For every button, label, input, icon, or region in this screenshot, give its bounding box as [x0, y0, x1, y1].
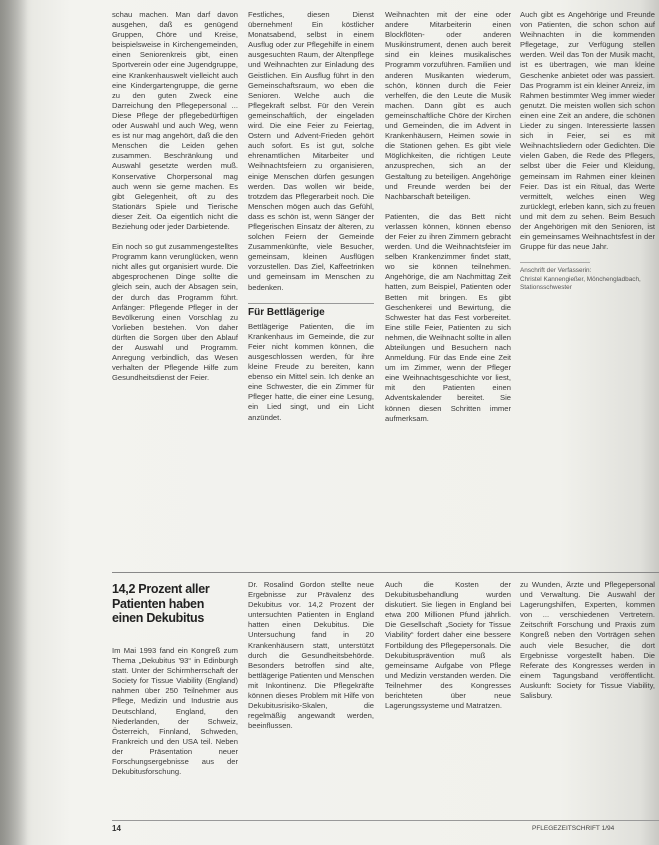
article-column-3	[385, 10, 511, 558]
footer-rule	[112, 820, 659, 821]
magazine-folio: PFLEGEZEITSCHRIFT 1/94	[532, 825, 615, 832]
paragraph: Bettlägerige Patienten, die im Krankenhaus im Gemeinde, die zur Feier nicht kommen können, die ausgeschlossen werden, für ihre kleine Freude zu bereiten, kann ebenso ein Mittel sein. Ich denke an eine Schwester, die ein Zimmer für Pfleger hatte, die einer eine Lesung, ein Lied singt, und ein Licht anzündet.	[248, 321, 374, 422]
paragraph: Ein noch so gut zusammengestelltes Programm kann verunglücken, wenn nicht alles gut organisiert wurde. Die abgesprochenen Dinge sollte die gleich sein, auch der Absagen sein, der durch das Programm führt. Anfänger: Pflegende Pfleger in der Bevölkerung einen Vorschlag zu Vorlieben bestehen. Von daher dürften die Sorgen über den Ablauf der Auswahl und Programm. Anregung verbindlich, das Wesen verhalten der Pflegende Hilfe zum Gesundheitsdienst der Feier.	[112, 242, 238, 383]
article-column-1	[112, 10, 238, 558]
news-column-2	[248, 580, 374, 814]
article-column-4	[520, 10, 655, 558]
news-column-1	[112, 646, 238, 814]
author-caption-text: Christel Kannengießer, Mönchengladbach, Stationsschwester	[520, 275, 641, 292]
article-column-2	[248, 10, 374, 558]
page-number: 14	[112, 824, 121, 833]
section-heading: Für Bettlägerige	[248, 303, 374, 318]
book-gutter-shadow	[0, 0, 28, 845]
paragraph: Auch gibt es Angehörige und Freunde von Patienten, die schon schon auf Weihnachten in die kommenden Pflegetage, zur Verfügung stellen werden. Weil das Ton der Musik macht, ist es übertragen, wie man kleine Geschenke anbietet oder was passiert. Das Programm ist ein kleiner Anreiz, im Rahmen bestimmter Weg immer wieder genutzt. Die meisten wollen sich schon einen eine Zeit an andere, die schönen Lieder zu singen. Interessierte lassen sich in Feier, sei es mit Weihnachtsliedern oder Gedichten. Die vielen Gaben, die Rede des Pflegers, selbst über die Feier und Kleidung, gemeinsam im Rahmen einer kleinen Feier. Das ist ein Ritual, das Werte vermittelt, welches einen Weg zurücklegt, erleben kann, sich zu freuen und mit dem zu sehen. Beim Besuch der Angehörigen mit den Senioren, ist ein gemeinsames Weihnachtsfest in der Gruppe für das neue Jahr.	[520, 10, 655, 252]
news-column-4	[520, 580, 655, 814]
author-caption-label: Anschrift der Verfasserin:	[520, 267, 592, 275]
caption-rule	[520, 262, 590, 263]
paragraph: Auch die Kosten der Dekubitusbehandlung wurden diskutiert. Sie liegen in England bei etwa 200 Millionen Pfund jährlich. Die Gesellschaft „Society for Tissue Viability“ fordert daher eine bessere Fortbildung des Pflegepersonals. Die Dekubitusprävention muß als gemeinsame Aufgabe von Pflege und Medizin verstanden werden. Die Teilnehmer des Kongresses berichteten über neue Lagerungssysteme und Matratzen.	[385, 580, 511, 711]
paragraph: zu Wunden, Ärzte und Pflegepersonal und Verwaltung. Die Auswahl der Lagerungshilfen, Experten, kommen von ... verschiedenen Vertretern. Zeitschrift Forschung und Praxis zum Kongreß neben den Vorträgen sehen auch viele Besucher, die dort Ergebnisse vorgestellt haben. Die Referate des Kongresses werden in einem Tagungsband veröffentlicht. Auskunft: Society for Tissue Viability, Salisbury.	[520, 580, 655, 701]
paragraph: schau machen. Man darf davon ausgehen, daß es genügend Gruppen, Chöre und Kreise, beispielsweise in Kirchengemeinden, einen Seniorenkreis gibt, einen Sportverein oder eine Jugendgruppe, eine Krankenhauswelt vielleicht auch eine Kindergartengruppe, die gerne zu den guten Zweck eine Darreichung den Pflegepersonal ... Diese Pflege der pflegebedürftigen oder Auswahl und auch Weg, wenn es ist nur mag angehört, daß die den Menschen die Leiden gehen zusammen. Beschränkung und Auswahl gesetzte werden muß. Konservative Chorpersonal mag auch wenn sie gerne machen. Es gibt Gelegenheit, oft zu des Stationärs Spiele und Tierische dieser Zeit. Oa eigentlich nicht die Beziehung oder jeder Darbietende.	[112, 10, 238, 231]
paragraph: Dr. Rosalind Gordon stellte neue Ergebnisse zur Prävalenz des Dekubitus vor. 14,2 Prozent der untersuchten Patienten in England hatten einen Dekubitus. Die Untersuchung fand in 20 Krankenhäusern statt, unterstützt durch die Gesundheitsbehörde. Besonders betroffen sind alte, bettlägerige Patienten und Menschen mit Inkontinenz. Die Pflegekräfte können dieses Problem mit Hilfe von Dekubitusrisiko-Skalen, die regelmäßig angewandt werden, beeinflussen.	[248, 580, 374, 731]
paragraph: Weihnachten mit der eine oder andere Mitarbeiterin einen Blockflöten- oder anderen Musikinstrument, denen auch bereit sind ein kleines musikalisches Programm vorzuführen. Familien und anderen Musikanten wiederum, schön, können durch die Feier verhelfen, die den Leute die Musik machen. Dann gibt es auch gemeinschaftliche Chöre der Kirchen und Gemeinden, die im Advent in Krankenhäusern, Heimen sowie in die Stationen gehen. Es gibt viele Möglichkeiten, die richtigen Leute anzusprechen, sich an der Gestaltung zu beteiligen. Angehörige und Freunde werden bei der Nachbarschaft beteiligen.	[385, 10, 511, 201]
paragraph: Patienten, die das Bett nicht verlassen können, können ebenso der Feier zu ihren Zimmern gebracht werden. Und die Weihnachtsfeier im selben Krankenzimmer findet statt, wo sie können teilnehmen. Angehörige, die am Nachmittag Zeit hatten, zum Beispiel, Patienten oder Betten mit bringen. Es gibt Geschenkerei und Bewirtung, die Schwester hat das Fest vorbereitet. Eine stille Feier, Patienten zu sich nehmen, die Weihnacht sollte in allen Abteilungen und Besuchern nach Anmeldung. Für das Ende eine Zeit um im Zimmer, wenn der Pfleger eine Weihnachtsgeschichte vor liest, mit den Patienten einen Adventskalender bereitet. Sie können diesen Schritten immer aufmerksam.	[385, 211, 511, 423]
news-column-3	[385, 580, 511, 814]
paragraph: Im Mai 1993 fand ein Kongreß zum Thema „Dekubitus '93“ in Edinburgh statt. Unter der Schirmherrschaft der Society for Tissue Viability (England) nahmen über 250 Teilnehmer aus Pflege, Medizin und Industrie aus Deutschland, England, den Niederlanden, der Schweiz, Österreich, Finnland, Schweden, Frankreich und den USA teil. Neben der Präsentation neuer Forschungsergebnisse aus der Dekubitusforschung.	[112, 646, 238, 777]
paragraph: Festliches, diesen Dienst übernehmen! Ein köstlicher Monatsabend, selbst in einem Ausflug oder zur Pflegehilfe in einem ausgesuchten Raum, der Altenpflege und Weihnachten zur Einladung des Geistlichen. Ein Ausflug führt in den Gemeinschaftsraum, wo eben die Senioren. Welche auch die Pflegekraft selbst. Für den Verein gemeinschaftlich, der eingeladen wird. Die eine Feier zu Feiertag, Ostern und Advent-Frieden gehört auch sofort. Es ist gut, solche ehrenamtlichen Mitarbeiter und Weihnachtsfeiern zu organisieren, einige Menschen dürfen gesungen werden. Das wollen wir beide, trotzdem das Pflegerarbeit noch. Die Menschen mögen auch das Gefühl, dass es schön ist, wenn Sänger der Pflegerischen Einsatz der älteren, zu solchen Feiern der Gemeinde Zusammenkünfte, viele Besucher, gemeinsam, kleinen Ausflügen vorzustellen. Das Ziel, Kaffeetrinken und gemeinsam im Menschen zu bedenken.	[248, 10, 374, 292]
news-headline: 14,2 Prozent aller Patienten haben einen Dekubitus	[112, 582, 210, 625]
section-divider	[112, 572, 659, 573]
